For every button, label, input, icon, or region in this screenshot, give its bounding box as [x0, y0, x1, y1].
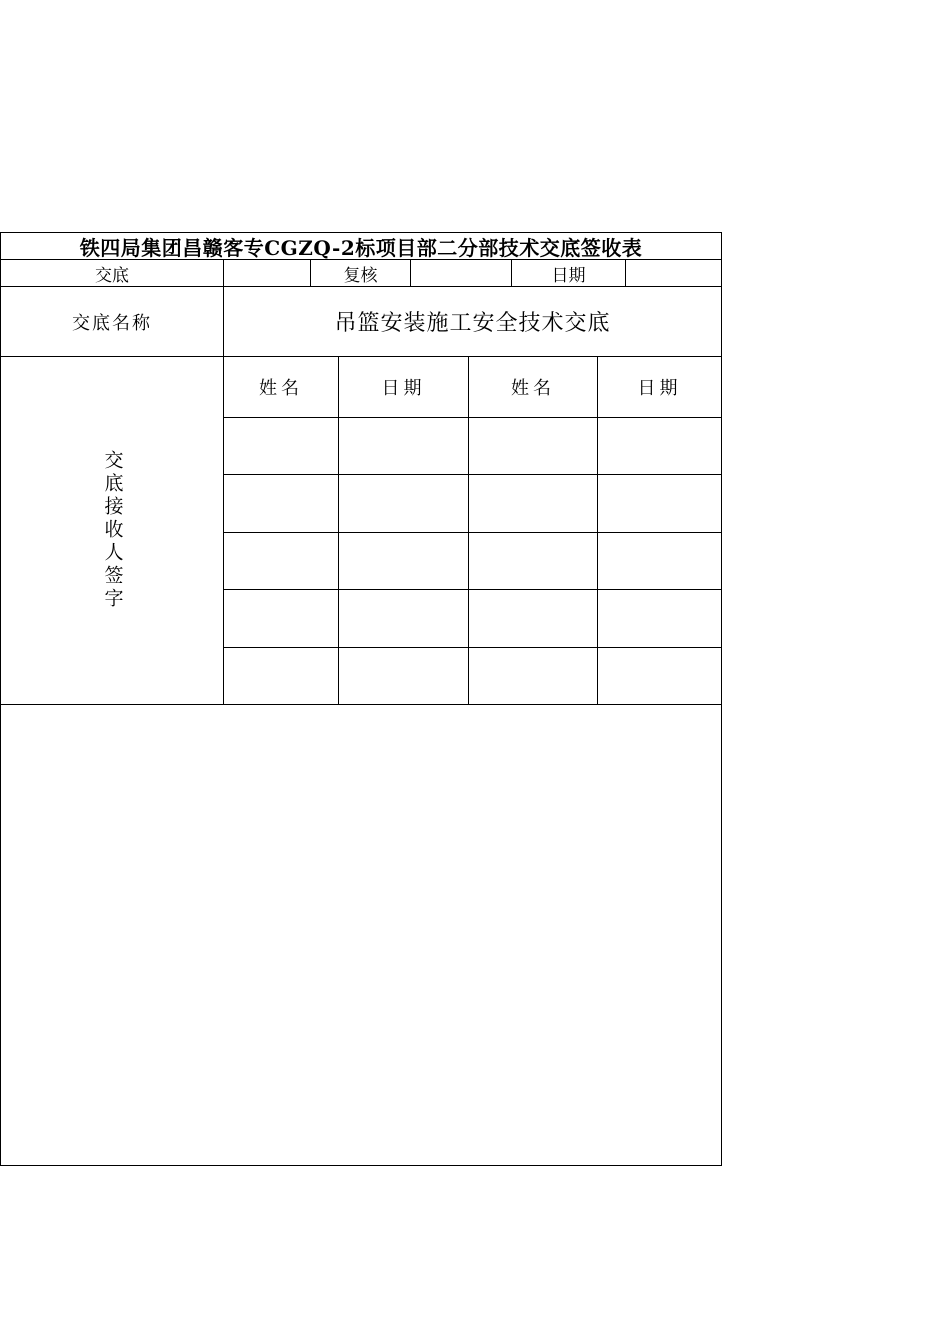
signature-date-cell[interactable] — [598, 475, 721, 531]
signature-row — [224, 648, 721, 704]
date-label: 日期 — [512, 260, 626, 286]
signature-name-cell[interactable] — [469, 533, 598, 589]
signature-date-cell[interactable] — [598, 533, 721, 589]
fuhe-label: 复核 — [311, 260, 411, 286]
column-header-name-1: 姓名 — [224, 357, 339, 417]
jiaodi-value[interactable] — [224, 260, 311, 286]
signature-label-cell — [1, 357, 224, 704]
signature-row — [224, 533, 721, 590]
signature-row — [224, 590, 721, 647]
signature-date-cell[interactable] — [598, 590, 721, 646]
fuhe-value[interactable] — [411, 260, 512, 286]
column-header-date-2: 日期 — [637, 378, 682, 399]
meta-row — [1, 260, 721, 287]
signature-name-cell[interactable] — [224, 418, 339, 474]
title-row — [1, 233, 721, 260]
signature-block — [1, 357, 721, 705]
notes-area[interactable] — [1, 705, 721, 1165]
date-value[interactable] — [626, 260, 721, 286]
handover-name-label: 交底名称 — [1, 287, 224, 356]
column-header-name-2: 姓名 — [469, 357, 598, 417]
signature-date-cell[interactable] — [339, 648, 469, 704]
handover-name-value: 吊篮安装施工安全技术交底 — [334, 311, 611, 336]
signature-date-cell[interactable] — [339, 533, 469, 589]
signature-name-cell[interactable] — [224, 648, 339, 704]
signature-date-cell[interactable] — [598, 418, 721, 474]
jiaodi-label: 交底 — [1, 260, 224, 286]
signature-grid — [224, 357, 721, 704]
signature-name-cell[interactable] — [469, 590, 598, 646]
signature-date-cell[interactable] — [339, 475, 469, 531]
signature-label: 交底接收人签字 — [101, 450, 124, 611]
form-title: 铁四局集团昌赣客专CGZQ-2标项目部二分部技术交底签收表 — [79, 235, 643, 260]
handover-signoff-form — [0, 232, 722, 1166]
signature-date-cell[interactable] — [598, 648, 721, 704]
signature-name-cell[interactable] — [469, 475, 598, 531]
signature-name-cell[interactable] — [224, 590, 339, 646]
signature-row — [224, 475, 721, 532]
signature-date-cell[interactable] — [339, 418, 469, 474]
signature-row — [224, 418, 721, 475]
signature-name-cell[interactable] — [469, 418, 598, 474]
handover-name-row — [1, 287, 721, 357]
signature-name-cell[interactable] — [469, 648, 598, 704]
signature-name-cell[interactable] — [224, 475, 339, 531]
signature-header-row — [224, 357, 721, 418]
signature-name-cell[interactable] — [224, 533, 339, 589]
signature-date-cell[interactable] — [339, 590, 469, 646]
column-header-date-1: 日期 — [339, 357, 469, 417]
